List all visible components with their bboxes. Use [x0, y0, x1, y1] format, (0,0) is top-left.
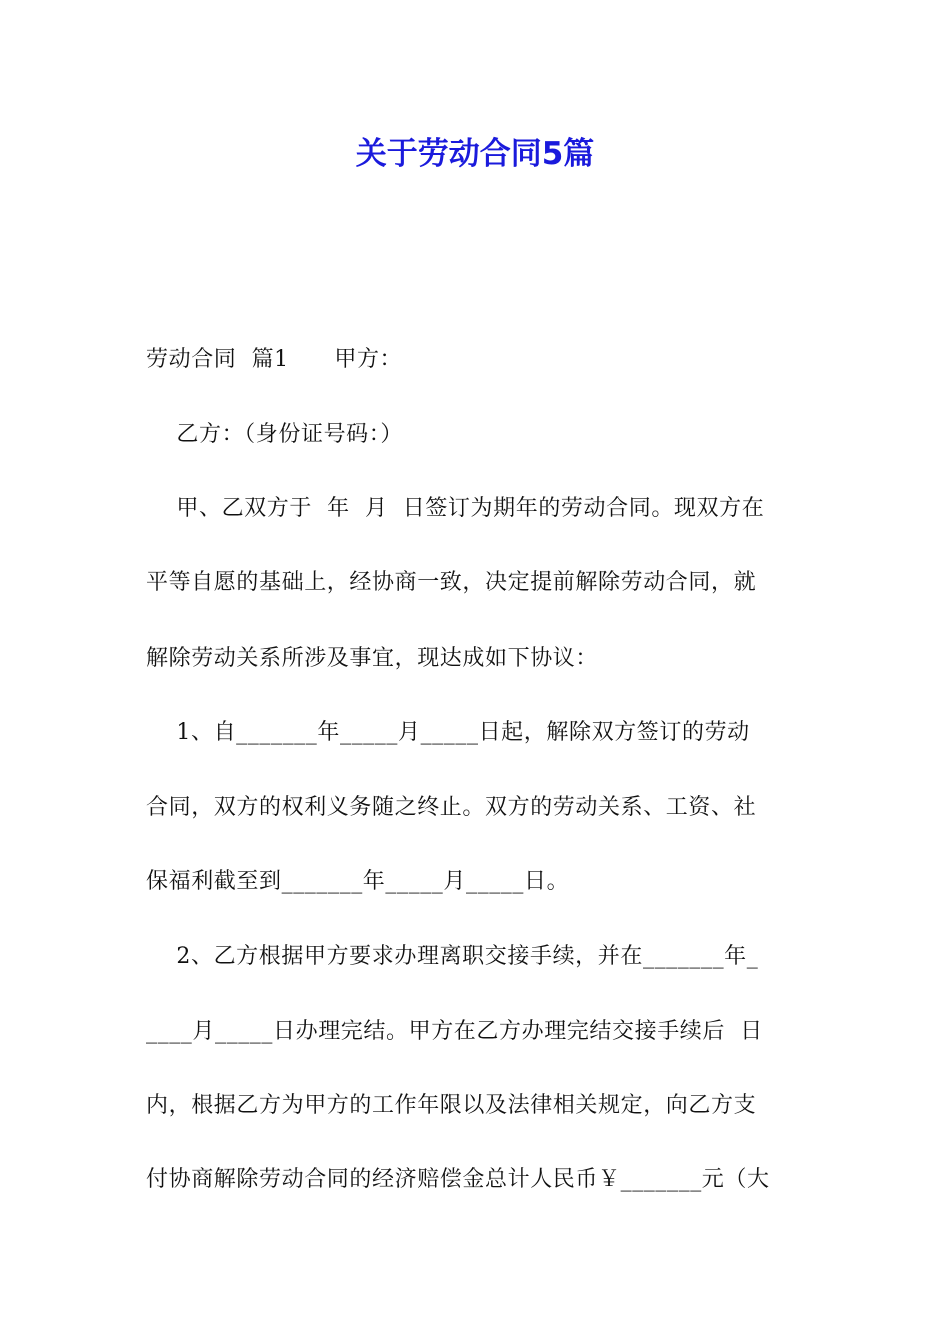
text-line-11: 内，根据乙方为甲方的工作年限以及法律相关规定，向乙方支: [146, 1093, 757, 1118]
text-line-3: 甲、乙双方于 年 月 日签订为期年的劳动合同。现双方在: [146, 496, 765, 521]
text-line-6: 1、自_______年_____月_____日起，解除双方签订的劳动: [146, 720, 750, 745]
text-line-10: ____月_____日办理完结。甲方在乙方办理完结交接手续后 日: [146, 1019, 763, 1044]
text-line-7: 合同，双方的权利义务随之终止。双方的劳动关系、工资、社: [146, 795, 757, 820]
text-line-5: 解除劳动关系所涉及事宜，现达成如下协议：: [146, 646, 599, 671]
text-line-9: 2、乙方根据甲方要求办理离职交接手续，并在_______年_: [146, 944, 759, 969]
document-title: 关于劳动合同5篇: [355, 136, 595, 172]
text-line-1: 劳动合同 篇1 甲方：: [146, 347, 403, 372]
text-line-4: 平等自愿的基础上，经协商一致，决定提前解除劳动合同，就: [146, 570, 757, 595]
text-line-2: 乙方：（身份证号码：）: [146, 422, 403, 447]
text-line-12: 付协商解除劳动合同的经济赔偿金总计人民币￥_______元（大: [146, 1167, 770, 1192]
text-line-8: 保福利截至到_______年_____月_____日。: [146, 869, 570, 894]
